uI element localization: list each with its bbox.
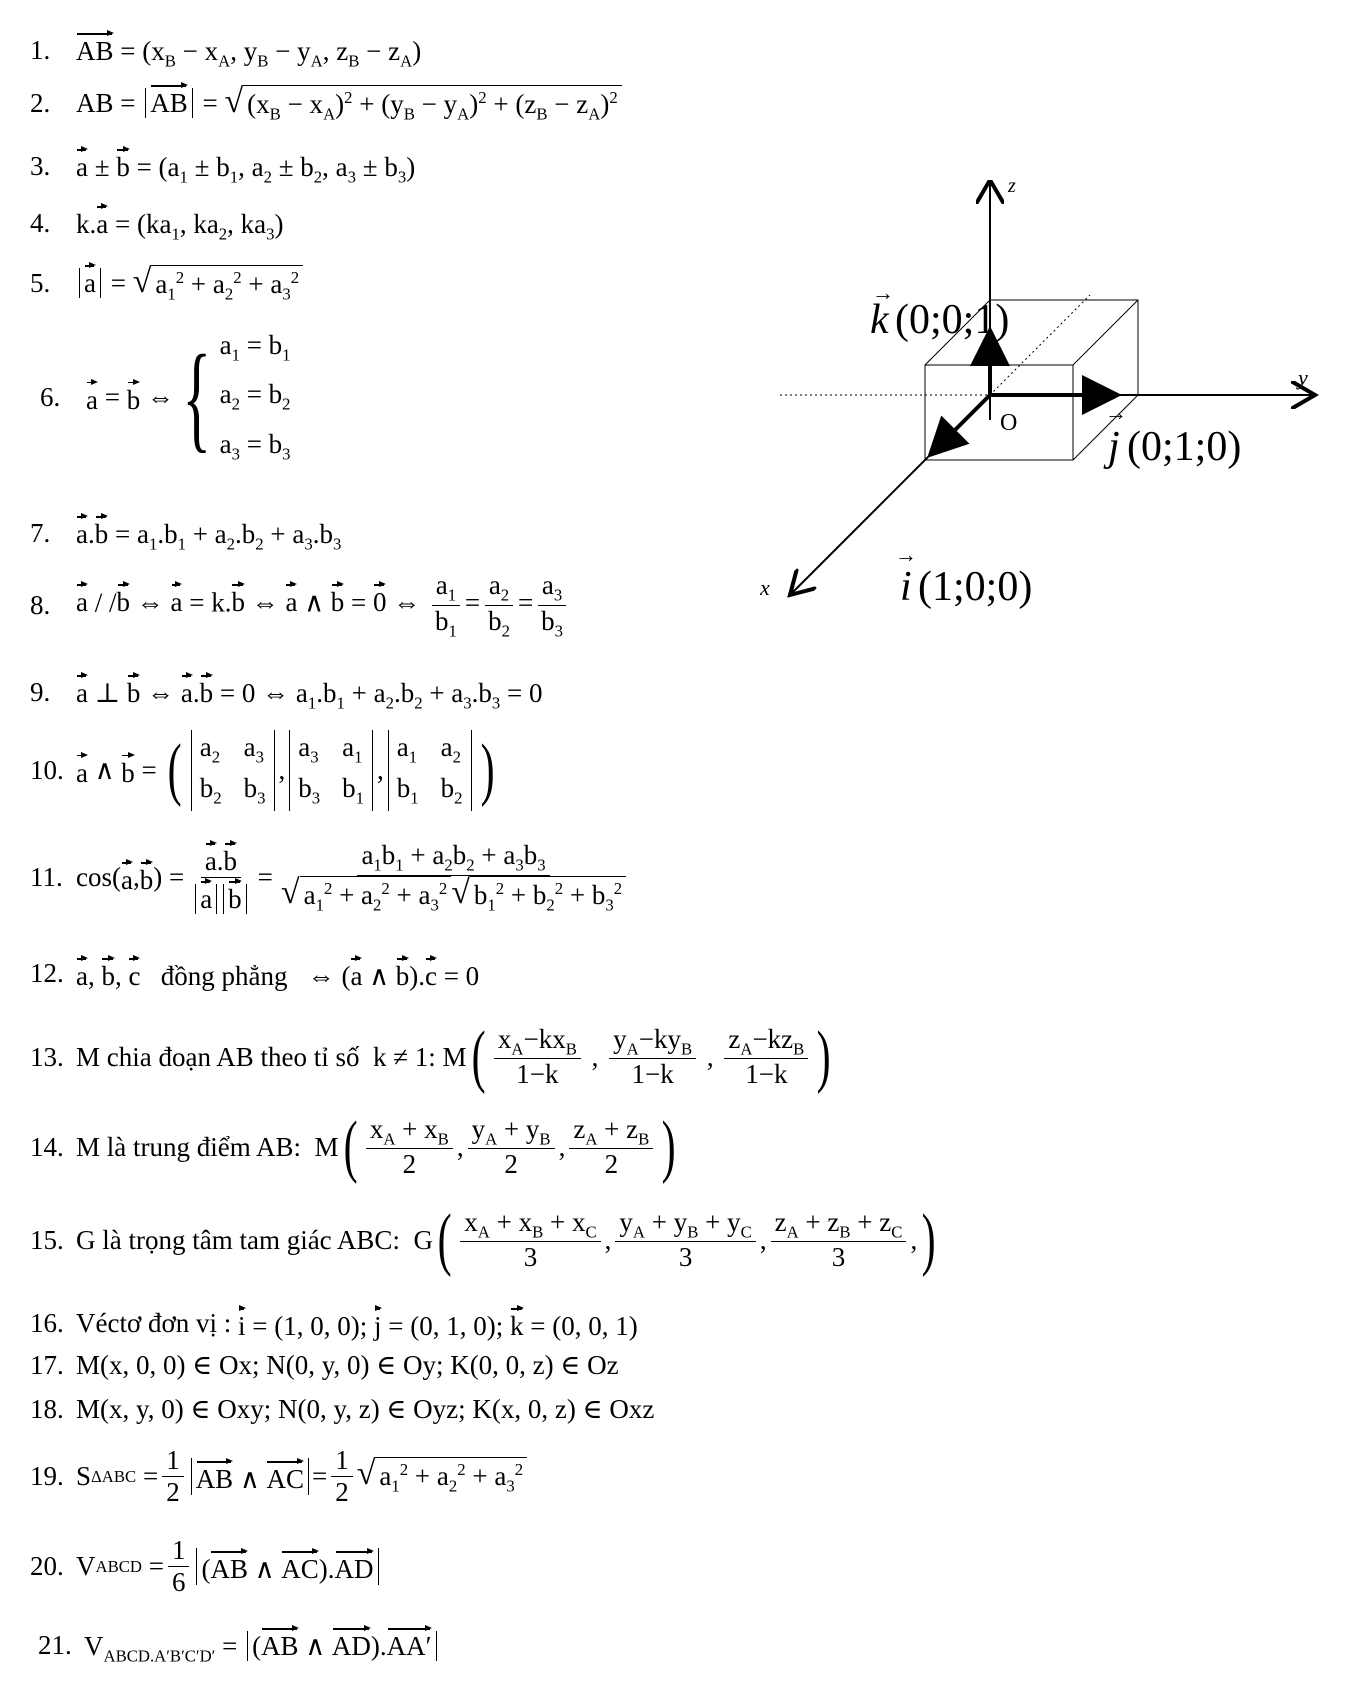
formula-body: AB = AB = √ $(x_B - x_A)^2 + (y_B - y_A)^2 + (z_B - z_A)^2$ xyxy=(76,82,622,124)
formula-4 xyxy=(30,203,284,244)
formula-8 xyxy=(30,570,571,640)
formula-5 xyxy=(30,262,303,304)
k-coordinates: (0;0;1) xyxy=(895,297,1010,343)
coplanar-word: đồng phẳng xyxy=(160,961,288,991)
k-symbol: k xyxy=(870,297,889,343)
formula-number: 12. xyxy=(30,958,64,988)
formula-10 xyxy=(30,730,499,811)
formula-12 xyxy=(30,955,479,992)
formula-number: 14. xyxy=(30,1131,64,1162)
formula-number: 16. xyxy=(30,1308,64,1338)
formula-body: $V_{ABCD.A'B'C'D'} = (AB$ ∧ AD).AA′ xyxy=(84,1625,440,1666)
formula-17 xyxy=(30,1350,619,1381)
formula-number: 8. xyxy=(30,589,51,620)
formula-number: 20. xyxy=(30,1551,64,1582)
formula-body: $k.a = (ka_1$, $ka_2$, $ka_3$) xyxy=(76,203,284,244)
formula-body: $a \pm b = (a_1 \pm b_1$, $a_2 \pm b_2$, $a_3 \pm b_3$) xyxy=(76,146,415,187)
formula-body: M(x, 0, 0) ∈ Ox; N(0, y, 0) ∈ Oy; K(0, 0, z) ∈ Oz xyxy=(76,1350,619,1380)
formula-number: 1. xyxy=(30,35,51,66)
formula-number: 2. xyxy=(30,87,51,118)
formula-body: M(x, y, 0) ∈ Oxy; N(0, y, z) ∈ Oyz; K(x, 0, z) ∈ Oxz xyxy=(76,1394,655,1424)
formula-number: 5. xyxy=(30,267,51,298)
k-arrow: → xyxy=(872,280,894,305)
formula-text: G là trọng tâm tam giác ABC: xyxy=(76,1224,400,1255)
formula-15 xyxy=(30,1201,941,1278)
formula-body: a ⊥ b ⇔ a.b = 0 ⇔ $a_1.b_1 + a_2.b_2 + a_3.b_3 = 0$ xyxy=(76,672,543,713)
i-vector xyxy=(930,395,990,455)
formula-body: S ΔABC = $\frac{1}{2}$ AB ∧ AC = $\frac{1}{2}$ √ $a_1^2 + a_2^2 + a_3^2$ xyxy=(76,1445,527,1508)
formula-body: a, b, c đồng phẳng ⇔ (a ∧ b).c = 0 xyxy=(76,955,479,992)
formula-11 xyxy=(30,840,634,915)
origin-label: O xyxy=(1000,410,1018,436)
coordinate-system-diagram xyxy=(760,180,1320,660)
formula-body: a = √ $a_1^2 + a_2^2 + a_3^2$ xyxy=(76,262,303,304)
formula-number: 21. xyxy=(38,1630,72,1661)
j-symbol: j xyxy=(1108,424,1120,470)
axis-y-label: y xyxy=(1298,365,1308,390)
formula-7 xyxy=(30,513,341,554)
formula-14 xyxy=(30,1108,681,1185)
formula-body: i = (1, 0, 0); j = (0, 1, 0); k = (0, 0, 1) xyxy=(231,1305,637,1342)
formula-number: 4. xyxy=(30,208,51,239)
formula-body: $a.b = a_1.b_1 + a_2.b_2 + a_3.b_3$ xyxy=(76,513,341,554)
formula-number: 9. xyxy=(30,677,51,708)
formula-number: 11. xyxy=(30,862,63,893)
formula-number: 18. xyxy=(30,1394,64,1424)
axis-x-label: x xyxy=(760,575,770,600)
formula-1 xyxy=(30,30,421,71)
formula-body: cos( a , b ) = $\frac{a.b}{\text{a b}}$ = $a_1b_1 + a_2b_2 + a_3b_3$ √ $a_1^2 + a_2^2 + a_3^2$ √ $b_1^2 + b_2^2 + b_3^2$ xyxy=(76,840,634,915)
formula-9 xyxy=(30,672,543,713)
formula-body: a / /b ⇔ a = k.b ⇔ a ∧ b = 0 ⇔ $\frac{a_1}{b_1}$ = $\frac{a_2}{b_2}$ = $\frac{a_3}{b_3}$ xyxy=(76,570,571,640)
formula-body: a = b ⇔ { $a_1 = b_1$ $a_2 = b_2$ $a_3 = b_3$ xyxy=(86,330,291,464)
j-coordinates: (0;1;0) xyxy=(1127,424,1242,470)
formula-13 xyxy=(30,1018,836,1095)
formula-number: 19. xyxy=(30,1461,64,1492)
formula-text: M là trung điểm AB: xyxy=(76,1131,301,1162)
formula-body: G ( $\frac{x_A + x_B + x_C}{3}$ , $\frac{y_A + y_B + y_C}{3}$ , $\frac{z_A + z_B + z_C}{3}$ , ) xyxy=(399,1201,936,1278)
formula-text: Véctơ đơn vị : xyxy=(76,1308,232,1338)
formula-21 xyxy=(30,1625,440,1666)
axis-z-label: z xyxy=(1008,180,1016,197)
formula-3 xyxy=(30,146,415,187)
formula-16 xyxy=(30,1305,638,1342)
formula-number: 17. xyxy=(30,1350,64,1380)
formula-body: AB = ($x_B - x_A$, $y_B - y_A$, $z_B - z_A$) xyxy=(76,30,421,71)
formula-number: 15. xyxy=(30,1224,64,1255)
formula-number: 3. xyxy=(30,151,51,182)
i-arrow: → xyxy=(895,542,917,567)
i-symbol: i xyxy=(900,564,912,610)
formula-body: a ∧ b = ( $a_2$ $a_3$ $b_2$ $b_3$ , $a_3$ $a_1$ $b_3$ $b_1$ , $a_1$ $a_2$ $b_1$ $b_2$ ) xyxy=(76,730,499,811)
formula-20 xyxy=(30,1535,382,1598)
formula-body: M ( $\frac{x_A + x_B}{2}$ , $\frac{y_A + y_B}{2}$ , $\frac{z_A + z_B}{2}$ ) xyxy=(301,1108,676,1185)
formula-body: k ≠ 1: M ( $\frac{x_A-kx_B}{1-k}$ , $\frac{y_A-ky_B}{1-k}$ , $\frac{z_A-kz_B}{1-k}$ ) xyxy=(359,1018,831,1095)
formula-6 xyxy=(30,330,291,464)
formula-18 xyxy=(30,1394,654,1425)
formula-2 xyxy=(30,82,622,124)
formula-body: V ABCD = $\frac{1}{6}$ (AB ∧ AC).AD xyxy=(76,1535,382,1598)
formula-number: 10. xyxy=(30,754,64,785)
formula-19 xyxy=(30,1445,527,1508)
formula-number: 13. xyxy=(30,1041,64,1072)
j-arrow: → xyxy=(1105,400,1127,425)
formula-number: 7. xyxy=(30,518,51,549)
formula-number: 6. xyxy=(40,381,61,412)
formula-text: M chia đoạn AB theo tỉ số xyxy=(76,1041,360,1072)
i-coordinates: (1;0;0) xyxy=(918,564,1033,610)
